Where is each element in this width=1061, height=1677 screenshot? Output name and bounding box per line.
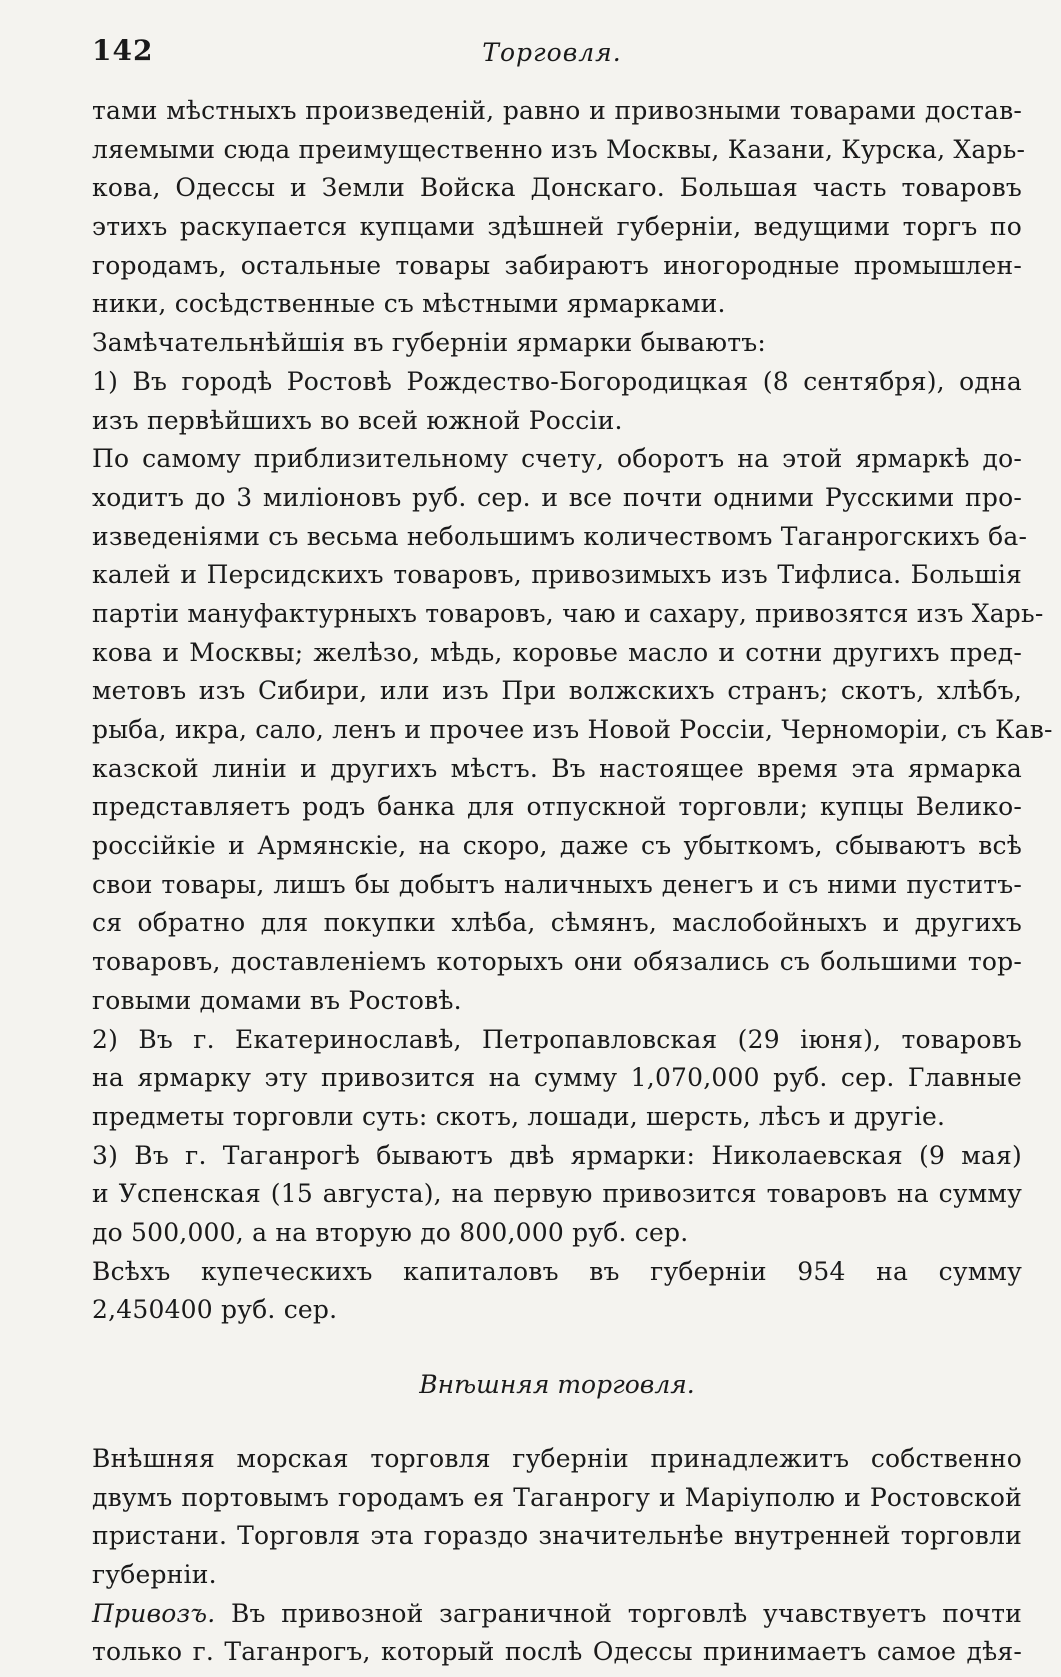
text-line: ходитъ до 3 милiоновъ руб. сер. и все почти одними Русскими про- xyxy=(92,482,1022,512)
text-line: ники, сосѣдственные съ мѣстными ярмарками. xyxy=(92,289,726,319)
text-line: изведенiями съ весьма небольшимъ количествомъ Таганрогскихъ ба- xyxy=(92,521,1028,551)
text-line: тами мѣстныхъ произведенiй, равно и привозными товарами достав- xyxy=(92,96,1022,125)
running-title: Торговля. xyxy=(482,38,622,67)
text-line: губернiи. xyxy=(92,1560,217,1590)
text-line: кова, Одессы и Земли Войска Донскаго. Большая часть товаровъ xyxy=(92,173,1022,203)
text-line: 3) Въ г. Таганрогѣ бываютъ двѣ ярмарки: Николаевская (9 мая) xyxy=(92,1140,1022,1170)
text-line: двумъ портовымъ городамъ ея Таганрогу и Марiуполю и Ростовской xyxy=(92,1482,1022,1512)
text-line: ляемыми сюда преимущественно изъ Москвы, Казани, Курска, Харь- xyxy=(92,134,1026,164)
text-line: ся обратно для покупки хлѣба, сѣмянъ, маслобойныхъ и другихъ xyxy=(92,908,1022,938)
text-line: По самому приблизительному счету, оборотъ на этой ярмаркѣ до- xyxy=(92,444,1022,474)
text-line: изъ первѣйшихъ во всей южной Россiи. xyxy=(92,405,623,435)
text-line-privoz xyxy=(92,1595,1022,1634)
text-line: представляетъ родъ банка для отпускной торговли; купцы Велико- xyxy=(92,792,1022,822)
privoz-text: Въ привозной заграничной торговлѣ учавствуетъ почти xyxy=(215,1598,1022,1628)
page-header xyxy=(92,34,1012,78)
text-line: калей и Персидскихъ товаровъ, привозимыхъ изъ Тифлиса. Большiя xyxy=(92,560,1022,590)
text-line: говыми домами въ Ростовѣ. xyxy=(92,985,462,1015)
text-line: кова и Москвы; желѣзо, мѣдь, коровье масло и сотни другихъ пред- xyxy=(92,637,1022,667)
text-line: пристани. Торговля эта гораздо значительнѣе внутренней торговли xyxy=(92,1521,1022,1551)
text-line: рыба, икра, сало, ленъ и прочее изъ Новой Россiи, Черноморiи, съ Кав- xyxy=(92,715,1053,744)
text-line: и Успенская (15 августа), на первую привозится товаровъ на сумму xyxy=(92,1179,1022,1209)
text-line: партiи мануфактурныхъ товаровъ, чаю и сахару, привозятся изъ Харь- xyxy=(92,598,1044,628)
text-line: свои товары, лишъ бы добытъ наличныхъ денегъ и съ ними пуститъ- xyxy=(92,869,1022,899)
text-line: предметы торговли суть: скотъ, лошади, шерсть, лѣсъ и другiе. xyxy=(92,1101,946,1131)
text-line: товаровъ, доставленiемъ которыхъ они обязались съ большими тор- xyxy=(92,947,1022,977)
text-line: Всѣхъ купеческихъ капиталовъ въ губернiи 954 на сумму xyxy=(92,1256,1022,1286)
text-line: на ярмарку эту привозится на сумму 1,070,000 руб. сер. Главные xyxy=(92,1063,1022,1093)
text-line: Внѣшняя морская торговля губернiи принадлежитъ собственно xyxy=(92,1444,1022,1473)
privoz-label: Привозъ. xyxy=(92,1598,216,1628)
text-line: 1) Въ городѣ Ростовѣ Рождество-Богородицкая (8 сентября), одна xyxy=(92,366,1022,396)
text-line: россiйкiе и Армянскiе, на скоро, даже съ убыткомъ, сбываютъ всѣ xyxy=(92,831,1022,861)
text-line: 2) Въ г. Екатеринославѣ, Петропавловская (29 iюня), товаровъ xyxy=(92,1024,1022,1054)
section-heading: Внѣшняя торговля. xyxy=(419,1370,695,1399)
page-number: 142 xyxy=(92,34,154,67)
text-line: Замѣчательнѣйшiя въ губернiи ярмарки бываютъ: xyxy=(92,328,766,358)
text-line: только г. Таганрогъ, который послѣ Одессы принимаетъ самое дѣя- xyxy=(92,1637,1022,1667)
text-line: казской линiи и другихъ мѣстъ. Въ настоящее время эта ярмарка xyxy=(92,753,1022,783)
text-line: до 500,000, а на вторую до 800,000 руб. сер. xyxy=(92,1217,689,1247)
text-line: 2,450400 руб. сер. xyxy=(92,1295,338,1325)
text-line: метовъ изъ Сибири, или изъ При волжскихъ странъ; скотъ, хлѣбъ, xyxy=(92,676,1022,706)
body-text xyxy=(92,92,1053,1672)
text-line: городамъ, остальные товары забираютъ иногородные промышлен- xyxy=(92,250,1022,280)
text-line: этихъ раскупается купцами здѣшней губернiи, ведущими торгъ по xyxy=(92,212,1022,242)
